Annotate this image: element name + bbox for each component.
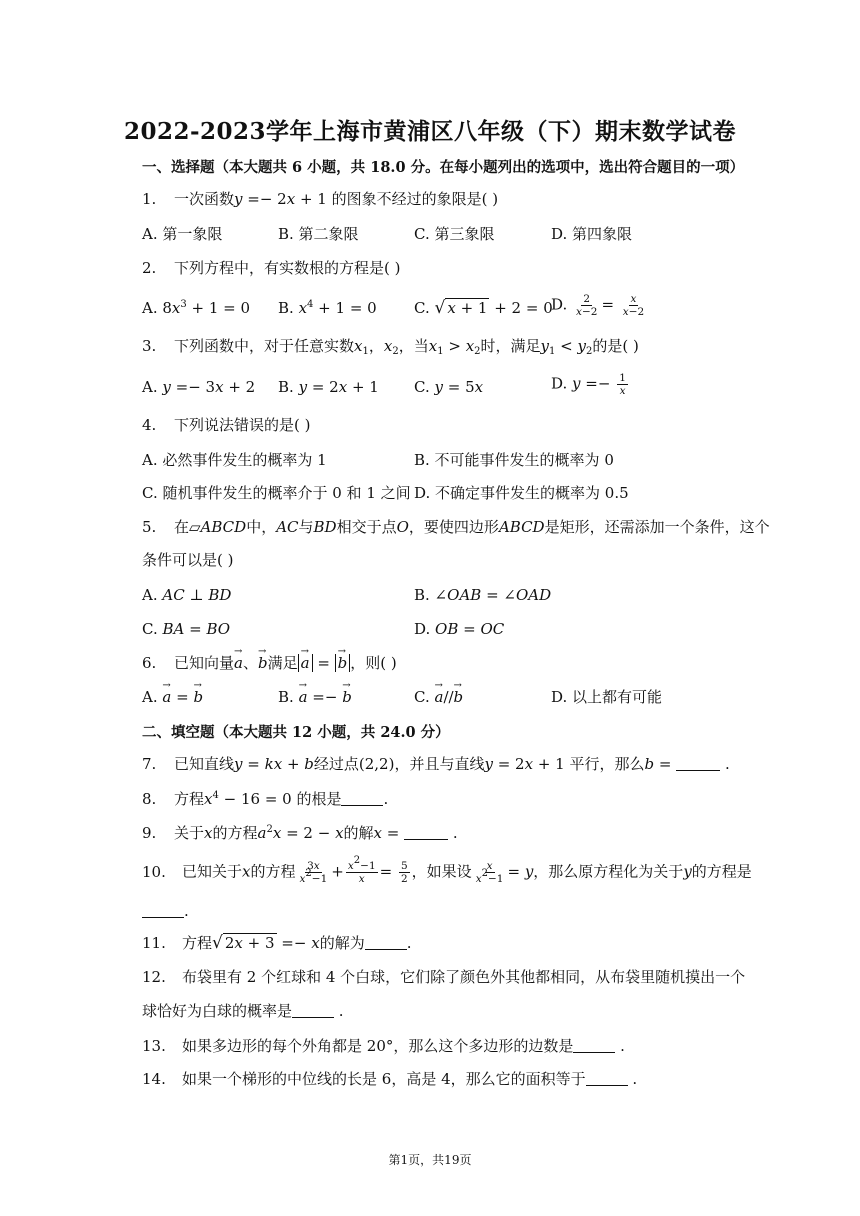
page-footer: 第1页，共19页: [388, 1153, 472, 1167]
question-7: 7. 已知直线y = kx + b经过点(2,2)，并且与直线y = 2x + 1 平行，那么b = .: [142, 755, 730, 773]
answer-blank[interactable]: [573, 1038, 615, 1053]
q6-option-c[interactable]: C. → a//→ b: [414, 686, 463, 708]
question-12: 12. 布袋里有 2 个红球和 4 个白球，它们除了颜色外其他都相同，从布袋里随机摸出一个: [142, 968, 746, 986]
question-8: 8. 方程$x^4 - 16 = 0$ 的根是 .: [142, 790, 389, 808]
q5-option-d[interactable]: D. OB = OC: [414, 620, 505, 638]
question-9: 9. 关于x的方程$a^2x = 2 - x$的解x = .: [142, 824, 458, 842]
q4-option-b[interactable]: B. 不可能事件发生的概率为 0: [414, 451, 614, 469]
q4-option-a[interactable]: A. 必然事件发生的概率为 1: [142, 451, 327, 469]
math-expression: y: [234, 190, 243, 208]
section-fill-in-header: 二、填空题（本大题共 12 小题，共 24.0 分）: [142, 724, 450, 741]
q2-option-d[interactable]: D. $\frac{2}{x-2}$ = $\frac{x}{x-2}$: [551, 293, 645, 318]
q3-option-c[interactable]: C. y = 5x: [414, 378, 484, 396]
question-12-continued: 球恰好为白球的概率是 .: [142, 1002, 344, 1020]
question-14: 14. 如果一个梯形的中位线的长是 6，高是 4，那么它的面积等于 .: [142, 1070, 638, 1088]
question-11: 11. 方程 √ 2x + 3 =− x的解为 .: [142, 933, 412, 953]
question-5-continued: 条件可以是( ): [142, 551, 234, 569]
q2-option-b[interactable]: B. $x^4 + 1 = 0$: [278, 299, 377, 317]
q1-option-d[interactable]: D. 第四象限: [551, 225, 633, 243]
question-2: 2. 下列方程中，有实数根的方程是( ): [142, 259, 401, 277]
q1-option-a[interactable]: A. 第一象限: [142, 225, 223, 243]
q3-option-a[interactable]: A. y =− 3x + 2: [142, 378, 256, 396]
q5-option-a[interactable]: A. AC ⊥ BD: [142, 586, 232, 604]
question-3: 3. 下列函数中，对于任意实数$x_1$，$x_2$，当$x_1 > x_2$时，满足$y_1 < y_2$的是( ): [142, 337, 639, 357]
answer-blank[interactable]: [586, 1071, 628, 1086]
q3-option-d[interactable]: D. y =− $\frac{1}{x}$: [551, 372, 626, 397]
answer-blank[interactable]: [365, 935, 407, 950]
question-10-continued: .: [142, 900, 189, 922]
question-6: 6. 已知向量→ a、→ b满足→ a = → b ，则( ): [142, 652, 397, 674]
q6-option-d[interactable]: D. 以上都有可能: [551, 688, 663, 706]
q4-option-d[interactable]: D. 不确定事件发生的概率为 0.5: [414, 484, 629, 502]
q4-option-c[interactable]: C. 随机事件发生的概率介于 0 和 1 之间: [142, 484, 411, 502]
q6-option-b[interactable]: B. → a =− → b: [278, 686, 352, 708]
q5-option-b[interactable]: B. ∠OAB = ∠OAD: [414, 586, 552, 604]
q1-option-b[interactable]: B. 第二象限: [278, 225, 359, 243]
page-title: 2022-2023学年上海市黄浦区八年级（下）期末数学试卷: [123, 118, 737, 145]
answer-blank[interactable]: [676, 756, 720, 771]
q3-option-b[interactable]: B. y = 2x + 1: [278, 378, 379, 396]
q5-option-c[interactable]: C. BA = BO: [142, 620, 231, 638]
q2-option-a[interactable]: A. $8x^3 + 1 = 0$: [142, 299, 251, 317]
q1-option-c[interactable]: C. 第三象限: [414, 225, 495, 243]
question-1: 1. 一次函数y =− 2x + 1 的图象不经过的象限是( ): [142, 190, 499, 208]
q2-option-c[interactable]: C. √ x + 1 + 2 = 0: [414, 298, 553, 318]
q6-option-a[interactable]: A. → a = → b: [142, 686, 203, 708]
question-4: 4. 下列说法错误的是( ): [142, 416, 311, 434]
question-10: 10. 已知关于x的方程 $\frac{3x}{x^2-1}$ + $\frac{x^2-1}{x}$ = $\frac{5}{2}$ ，如果设 $\frac{x}{x^2-1}$ = y，那么原方程化为关于y的方程是: [142, 855, 752, 885]
question-number: 1.: [142, 190, 157, 208]
question-13: 13. 如果多边形的每个外角都是 20°，那么这个多边形的边数是 .: [142, 1037, 625, 1055]
question-5: 5. 在▱ABCD中，AC与BD相交于点O，要使四边形ABCD是矩形，还需添加一个条件，这个: [142, 518, 770, 536]
section-multiple-choice-header: 一、选择题（本大题共 6 小题，共 18.0 分。在每小题列出的选项中，选出符合题目的一项）: [142, 159, 745, 176]
answer-blank[interactable]: [404, 825, 448, 840]
answer-blank[interactable]: [142, 903, 184, 918]
answer-blank[interactable]: [341, 791, 383, 806]
answer-blank[interactable]: [292, 1003, 334, 1018]
